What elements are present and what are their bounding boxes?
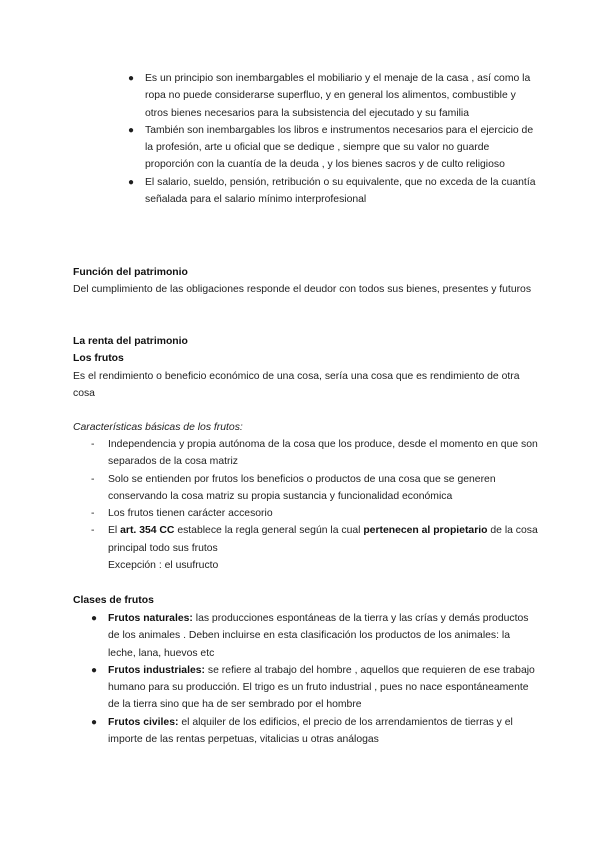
dash-icon: -	[91, 525, 95, 537]
list-item: ● Es un principio son inembargables el mobiliario y el menaje de la casa , así como la ropa no puede considerarse superfluo, y en general los alimentos, combustible y otros bienes necesarios para la subsistencia del ejecutado y su familia	[145, 70, 537, 122]
bullet-icon: ●	[91, 716, 98, 728]
exception-note: Excepción : el usufructo	[108, 560, 219, 572]
list-item: ● Frutos civiles: el alquiler de los edificios, el precio de los arrendamientos de tierras y el importe de las rentas perpetuas, vitalicias u otras análogas	[108, 714, 538, 749]
bullet-icon: ●	[91, 613, 98, 624]
clases-list	[91, 610, 538, 748]
bullet-icon: ●	[128, 124, 135, 136]
section-heading: La renta del patrimonio	[73, 336, 188, 347]
caracteristicas-title: Características básicas de los frutos:	[73, 422, 243, 433]
bullet-icon: ●	[128, 73, 135, 84]
dash-icon: -	[91, 473, 95, 485]
section-text: Es el rendimiento o beneficio económico de una cosa, sería una cosa que es rendimiento de otra cosa	[73, 370, 520, 399]
renta-section	[73, 333, 535, 402]
dash-icon: -	[91, 508, 95, 520]
clases-heading: Clases de frutos	[73, 595, 154, 606]
list-item: ● Frutos industriales: se refiere al trabajo del hombre , aquellos que requieren de ese trabajo humano para su producción. El trigo es un fruto industrial , pues no nace espontáneamente de la tierra sino que ha de ser sembrado por el hombre	[108, 662, 538, 714]
list-item: - Los frutos tienen carácter accesorio	[108, 505, 538, 522]
bullet-icon: ●	[128, 176, 135, 188]
section-subheading: Los frutos	[73, 353, 124, 365]
article-reference: art. 354 CC	[120, 525, 175, 537]
caracteristicas-list	[91, 436, 538, 574]
bullet-icon: ●	[91, 664, 98, 676]
term-label: Frutos industriales:	[108, 664, 205, 676]
term-label: Frutos naturales:	[108, 613, 193, 624]
section-text: Del cumplimiento de las obligaciones responde el deudor con todos sus bienes, presentes y futuros	[73, 284, 532, 296]
funcion-section	[73, 264, 535, 299]
list-item: - Independencia y propia autónoma de la cosa que los produce, desde el momento en que son separados de la cosa matriz	[108, 436, 538, 471]
list-item: - El art. 354 CC establece la regla general según la cual pertenecen al propietario de la cosa principal todo sus frutos Excepción : el usufructo	[108, 522, 538, 574]
list-item: ● Frutos naturales: las producciones espontáneas de la tierra y las crías y demás productos de los animales . Deben incluirse en esta clasificación los productos de los animales: la leche, lana, huevos etc	[108, 610, 538, 662]
emphasis-text: pertenecen al propietario	[363, 525, 488, 537]
dash-icon: -	[91, 439, 95, 450]
inembargables-list	[128, 70, 537, 208]
term-label: Frutos civiles:	[108, 716, 179, 728]
list-item: ● El salario, sueldo, pensión, retribución o su equivalente, que no exceda de la cuantía señalada para el salario mínimo interprofesional	[145, 174, 537, 209]
list-item: - Solo se entienden por frutos los beneficios o productos de una cosa que se generen conservando la cosa matriz su propia sustancia y funcionalidad económica	[108, 471, 538, 506]
section-heading: Función del patrimonio	[73, 267, 188, 278]
list-item: ● También son inembargables los libros e instrumentos necesarios para el ejercicio de la profesión, arte u oficial que se dedique , siempre que su valor no guarde proporción con la cuantía de la deuda , y los bienes sacros y de culto religioso	[145, 122, 537, 174]
